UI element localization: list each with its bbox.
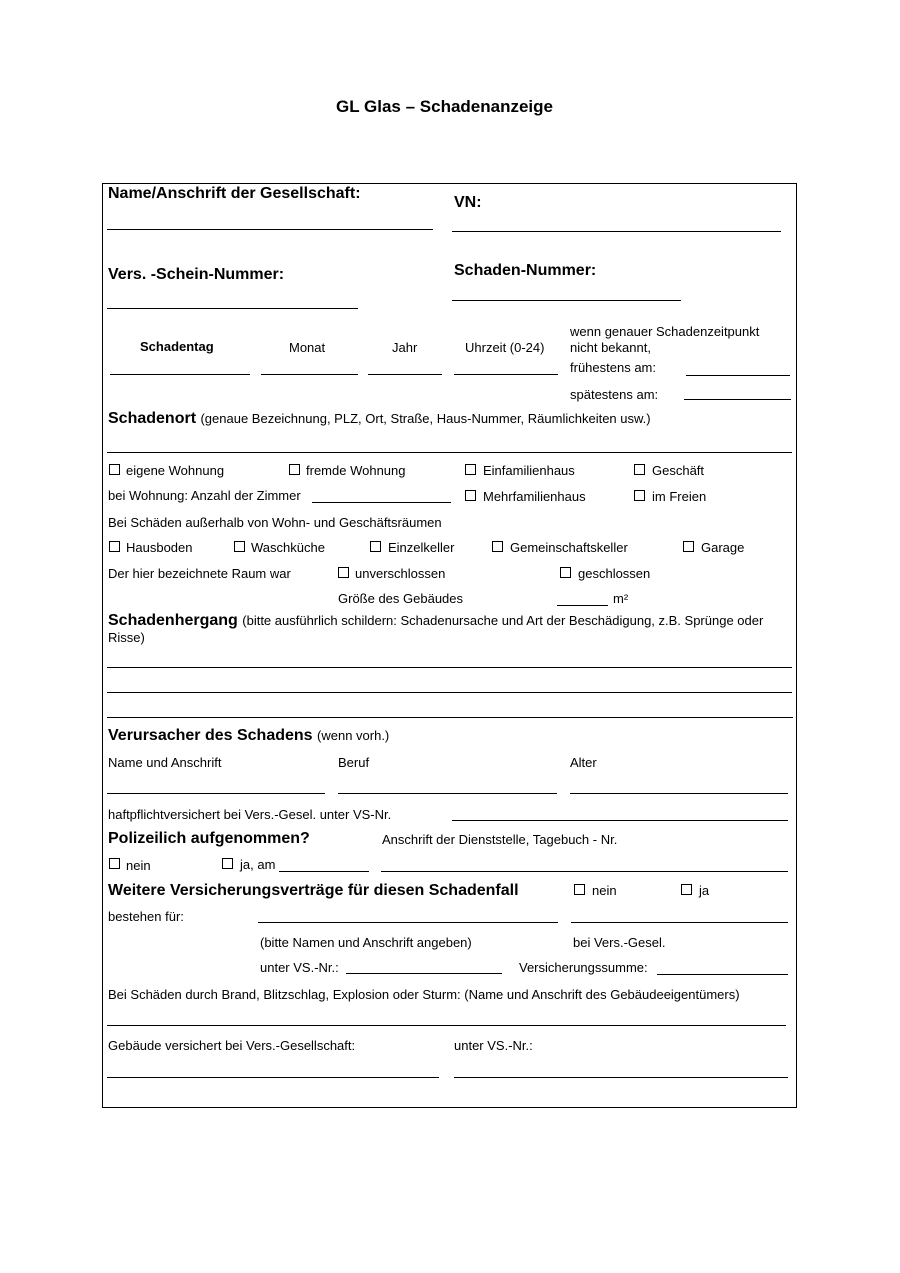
shared-cellar-checkbox[interactable] bbox=[492, 541, 503, 552]
outdoors-checkbox[interactable] bbox=[634, 490, 645, 501]
vn-field[interactable] bbox=[452, 231, 781, 232]
fire-vs-nr-field[interactable] bbox=[454, 1077, 788, 1078]
police-office-label: Anschrift der Dienststelle, Tagebuch - Nr. bbox=[382, 832, 618, 847]
incident-heading: Schadenhergang bbox=[108, 612, 238, 629]
shop-label: Geschäft bbox=[652, 463, 705, 478]
day-field[interactable] bbox=[110, 374, 250, 375]
month-label: Monat bbox=[289, 340, 326, 355]
causer-hint: (wenn vorh.) bbox=[317, 728, 390, 743]
building-size-label: Größe des Gebäudes bbox=[338, 591, 464, 606]
causer-name-field[interactable] bbox=[107, 793, 325, 794]
insurer-field[interactable] bbox=[571, 922, 788, 923]
incident-hint: (bitte ausführlich schildern: Schadenursache und Art der Beschädigung, z.B. Sprünge oder Risse) bbox=[108, 613, 764, 645]
building-size-field[interactable] bbox=[557, 605, 608, 606]
garage-label: Garage bbox=[701, 540, 745, 555]
company-field[interactable] bbox=[107, 229, 433, 230]
shop-checkbox[interactable] bbox=[634, 464, 645, 475]
company-label: Name/Anschrift der Gesellschaft: bbox=[108, 185, 361, 202]
laundry-checkbox[interactable] bbox=[234, 541, 245, 552]
multi-house-checkbox[interactable] bbox=[465, 490, 476, 501]
location-heading: Schadenort bbox=[108, 410, 197, 427]
incident-line-3[interactable] bbox=[107, 717, 793, 718]
earliest-label: frühestens am: bbox=[570, 360, 656, 375]
owner-field[interactable] bbox=[107, 1025, 786, 1026]
time-label: Uhrzeit (0-24) bbox=[465, 340, 545, 355]
cellar-label: Einzelkeller bbox=[388, 540, 455, 555]
causer-heading-row bbox=[108, 727, 389, 745]
location-heading-row bbox=[108, 410, 651, 428]
police-yes-checkbox[interactable] bbox=[222, 858, 233, 869]
exist-for-field[interactable] bbox=[258, 922, 558, 923]
incident-line-2[interactable] bbox=[107, 692, 792, 693]
other-insurance-heading: Weitere Versicherungsverträge für diesen Schadenfall bbox=[108, 882, 519, 899]
page-title: GL Glas – Schadenanzeige bbox=[336, 97, 553, 116]
room-was-label: Der hier bezeichnete Raum war bbox=[108, 566, 291, 581]
exist-for-label: bestehen für: bbox=[108, 909, 184, 924]
location-hint: (genaue Bezeichnung, PLZ, Ort, Straße, Haus-Nummer, Räumlichkeiten usw.) bbox=[200, 411, 651, 426]
single-house-checkbox[interactable] bbox=[465, 464, 476, 475]
sum-label: Versicherungssumme: bbox=[519, 960, 648, 975]
building-insured-label: Gebäude versichert bei Vers.-Gesellschaft: bbox=[108, 1038, 356, 1053]
police-heading: Polizeilich aufgenommen? bbox=[108, 830, 310, 847]
other-flat-checkbox[interactable] bbox=[289, 464, 300, 475]
other-vs-nr-field[interactable] bbox=[346, 973, 502, 974]
location-field[interactable] bbox=[107, 452, 792, 453]
laundry-label: Waschküche bbox=[251, 540, 325, 555]
fire-note: Bei Schäden durch Brand, Blitzschlag, Explosion oder Sturm: (Name und Anschrift des Gebäudeeigentümers) bbox=[108, 987, 740, 1002]
earliest-field[interactable] bbox=[686, 375, 790, 376]
claim-number-label: Schaden-Nummer: bbox=[454, 262, 597, 279]
liability-field[interactable] bbox=[452, 820, 788, 821]
police-date-field[interactable] bbox=[279, 871, 369, 872]
multi-house-label: Mehrfamilienhaus bbox=[483, 489, 586, 504]
other-yes-checkbox[interactable] bbox=[681, 884, 692, 895]
police-yes-label: ja, am bbox=[240, 857, 276, 872]
other-flat-label: fremde Wohnung bbox=[306, 463, 406, 478]
liability-label: haftpflichtversichert bei Vers.-Gesel. unter VS-Nr. bbox=[108, 807, 392, 822]
unknown-note-2: nicht bekannt, bbox=[570, 340, 651, 355]
policy-number-field[interactable] bbox=[107, 308, 358, 309]
single-house-label: Einfamilienhaus bbox=[483, 463, 575, 478]
rooms-label: bei Wohnung: Anzahl der Zimmer bbox=[108, 488, 301, 503]
unit-label: m² bbox=[613, 591, 629, 606]
claim-number-field[interactable] bbox=[452, 300, 681, 301]
attic-checkbox[interactable] bbox=[109, 541, 120, 552]
other-vs-nr-label: unter VS.-Nr.: bbox=[260, 960, 339, 975]
building-insurer-field[interactable] bbox=[107, 1077, 439, 1078]
other-no-label: nein bbox=[592, 883, 617, 898]
day-label: Schadentag bbox=[140, 339, 214, 354]
names-hint: (bitte Namen und Anschrift angeben) bbox=[260, 935, 472, 950]
garage-checkbox[interactable] bbox=[683, 541, 694, 552]
fire-vs-nr-label: unter VS.-Nr.: bbox=[454, 1038, 533, 1053]
police-no-checkbox[interactable] bbox=[109, 858, 120, 869]
own-flat-checkbox[interactable] bbox=[109, 464, 120, 475]
latest-label: spätestens am: bbox=[570, 387, 659, 402]
causer-job-field[interactable] bbox=[338, 793, 557, 794]
own-flat-label: eigene Wohnung bbox=[126, 463, 225, 478]
shared-cellar-label: Gemeinschaftskeller bbox=[510, 540, 628, 555]
latest-field[interactable] bbox=[684, 399, 791, 400]
year-field[interactable] bbox=[368, 374, 442, 375]
attic-label: Hausboden bbox=[126, 540, 193, 555]
rooms-field[interactable] bbox=[312, 502, 451, 503]
year-label: Jahr bbox=[392, 340, 418, 355]
insurer-label: bei Vers.-Gesel. bbox=[573, 935, 666, 950]
locked-checkbox[interactable] bbox=[560, 567, 571, 578]
unlocked-label: unverschlossen bbox=[355, 566, 446, 581]
locked-label: geschlossen bbox=[578, 566, 651, 581]
police-no-label: nein bbox=[126, 858, 151, 873]
causer-age-label: Alter bbox=[570, 755, 597, 770]
outdoors-label: im Freien bbox=[652, 489, 707, 504]
cellar-checkbox[interactable] bbox=[370, 541, 381, 552]
policy-number-label: Vers. -Schein-Nummer: bbox=[108, 266, 285, 283]
other-no-checkbox[interactable] bbox=[574, 884, 585, 895]
incident-line-1[interactable] bbox=[107, 667, 792, 668]
time-field[interactable] bbox=[454, 374, 558, 375]
other-yes-label: ja bbox=[699, 883, 710, 898]
month-field[interactable] bbox=[261, 374, 358, 375]
unlocked-checkbox[interactable] bbox=[338, 567, 349, 578]
sum-field[interactable] bbox=[657, 974, 788, 975]
causer-job-label: Beruf bbox=[338, 755, 370, 770]
unknown-note-1: wenn genauer Schadenzeitpunkt bbox=[570, 324, 760, 339]
outside-note: Bei Schäden außerhalb von Wohn- und Geschäftsräumen bbox=[108, 515, 442, 530]
causer-age-field[interactable] bbox=[570, 793, 788, 794]
police-office-field[interactable] bbox=[381, 871, 788, 872]
causer-name-label: Name und Anschrift bbox=[108, 755, 222, 770]
incident-heading-row bbox=[108, 612, 796, 646]
causer-heading: Verursacher des Schadens bbox=[108, 727, 313, 744]
vn-label: VN: bbox=[454, 194, 482, 211]
